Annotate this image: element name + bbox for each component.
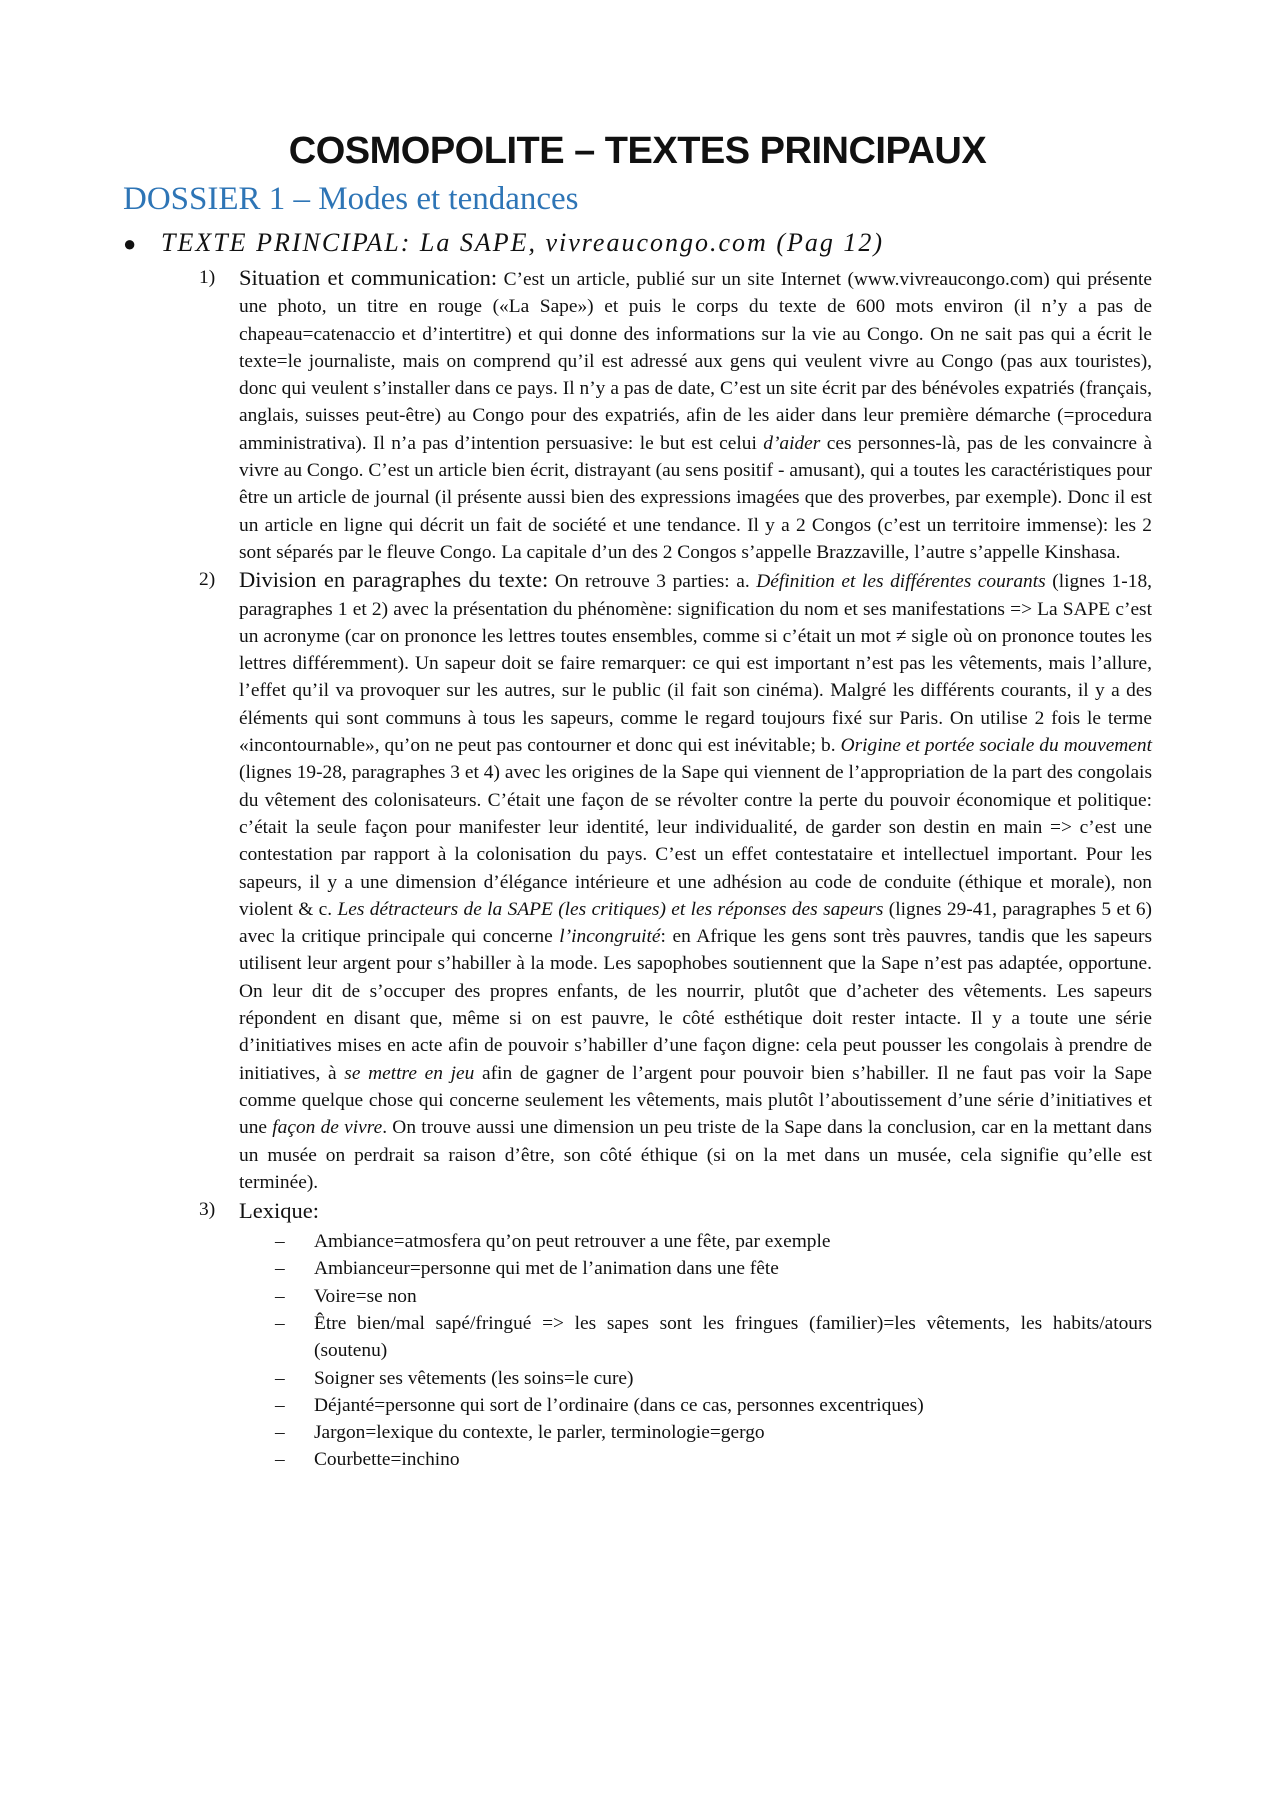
list-item (239, 1310, 1152, 1365)
list-item (239, 1255, 1152, 1282)
body-text: C’est un article, publié sur un site Internet (www.vivreaucongo.com) qui présente une photo, un titre en rouge («La Sape») et puis le corps du texte de 600 mots environ (il n’y a pas de chapeau=catenaccio et d’intertitre) et qui donne des informations sur la vie au Congo. On ne sait pas qui a écrit le texte=le journaliste, mais on comprend qu’il est adressé aux gens qui veulent vivre au Congo (pas aux touristes), donc qui veulent s’installer dans ce pays. Il n’y a pas de date, C’est un site écrit par des bénévoles expatriés (français, anglais, suisses peut-être) au Congo pour des expatriés, afin de les aider dans leur première démarche (=procedura amministrativa). Il n’a pas d’intention persuasive: le but est celui (239, 269, 1152, 454)
point-number: 3) (199, 1199, 216, 1221)
dash-icon: – (275, 1258, 285, 1280)
emphasis-text: Les détracteurs de la SAPE (les critiques) et les réponses des sapeurs (337, 898, 884, 920)
point-text (239, 567, 1153, 1193)
emphasis-text: l’incongruité (559, 926, 661, 948)
dash-icon: – (275, 1394, 285, 1416)
dash-icon: – (275, 1422, 285, 1444)
main-text-heading (123, 228, 1152, 258)
list-item (239, 1283, 1152, 1310)
body-text: ces personnes-là, pas de les convaincre à vivre au Congo. C’est un article bien écrit, distrayant (au sens positif - amusant), qui a toutes les caractéristiques pour être un article de journal (il présente aussi bien des expressions imagées que des proverbes, par exemple). Donc il est un article en ligne qui décrit un fait de société et une tendance. Il y a 2 Congos (c’est un territoire immense): les 2 sont séparés par le fleuve Congo. La capitale d’un des 2 Congos s’appelle Brazzaville, l’autre s’appelle Kinshasa. (239, 432, 1152, 563)
document-title: COSMOPOLITE – TEXTES PRINCIPAUX (288, 130, 987, 172)
dossier-heading: DOSSIER 1 – Modes et tendances (123, 181, 579, 217)
dash-icon: – (275, 1367, 285, 1389)
point-division (199, 566, 1152, 1196)
body-text: On retrouve 3 parties: a. (548, 571, 757, 593)
body-text: (lignes 1-18, paragraphes 1 et 2) avec la présentation du phénomène: signification du nom et ses manifestations => La SAPE c’est un acronyme (car on prononce les lettres toutes ensembles, comme si c’était un mot ≠ sigle où on prononce toutes les lettres différemment). Un sapeur doit se faire remarquer: ce qui est important n’est pas les vêtements, mais l’allure, l’effet qu’il va provoquer sur les autres, sur le public (il fait son cinéma). Malgré les différents courants, il y a des éléments qui sont communs à tous les sapeurs, comme le regard toujours fixé sur Paris. On utilise 2 fois le terme «incontournable», qu’on ne peut pas contourner et donc qui est inévitable; b. (239, 571, 1152, 757)
list-item (239, 1228, 1152, 1255)
list-item (239, 1419, 1152, 1446)
point-heading: Situation et communication: (239, 265, 498, 290)
list-item (239, 1392, 1152, 1419)
emphasis-text: Origine et portée sociale du mouvement (840, 735, 1152, 757)
lexique-entry: Courbette=inchino (314, 1449, 460, 1471)
bullet-icon: ● (123, 231, 139, 256)
lexique-heading: Lexique: (239, 1198, 319, 1224)
body-text: afin de gagner de l’argent pour pouvoir bien s’habiller. Il ne faut pas voir la Sape comme quelque chose qui concerne seulement les vêtements, mais plutôt l’aboutissement d’une série d’initiatives et une (239, 1062, 1152, 1139)
dash-icon: – (275, 1231, 285, 1253)
body-text: . On trouve aussi une dimension un peu triste de la Sape dans la conclusion, car en la mettant dans un musée on perdrait sa raison d’être, son côté éthique (si on la met dans un musée, cela signifie qu’elle est terminée). (239, 1117, 1152, 1193)
lexique-entry: Voire=se non (314, 1285, 417, 1307)
lexique-entry: Ambianceur=personne qui met de l’animation dans une fête (314, 1258, 779, 1280)
lexique-entry: Déjanté=personne qui sort de l’ordinaire (dans ce cas, personnes excentriques) (314, 1394, 924, 1416)
point-number: 2) (199, 569, 216, 591)
point-text (239, 265, 1152, 563)
lexique-entry: Ambiance=atmosfera qu’on peut retrouver a une fête, par exemple (314, 1231, 831, 1253)
point-lexique (199, 1196, 1152, 1474)
emphasis-text: se mettre en jeu (344, 1062, 475, 1084)
lexique-entry: Jargon=lexique du contexte, le parler, terminologie=gergo (314, 1422, 765, 1444)
list-item (239, 1365, 1152, 1392)
body-text: : en Afrique les gens sont très pauvres, tandis que les sapeurs utilisent leur argent pour s’habiller à la mode. Les sapophobes soutiennent que la Sape n’est pas adaptée, opportune. On leur dit de s’occuper des propres enfants, de les nourrir, plutôt que d’acheter des vêtements. Les sapeurs répondent en disant que, même si on est pauvre, le côté esthétique doit rester intacte. Il y a toute une série d’initiatives mises en acte afin de pouvoir s’habiller d’une façon digne: cela peut pousser les congolais à prendre de initiatives, à (239, 926, 1153, 1084)
analysis-points (199, 264, 1152, 1474)
dash-icon: – (275, 1285, 285, 1307)
body-text: (lignes 29-41, paragraphes 5 et 6) avec la critique principale qui concerne (239, 898, 1152, 948)
emphasis-text: Définition et les différentes courants (756, 571, 1046, 593)
main-text-heading-label: TEXTE PRINCIPAL: La SAPE, vivreaucongo.com (Pag 12) (161, 228, 885, 257)
emphasis-text: d’aider (763, 432, 821, 454)
lexique-list (239, 1228, 1152, 1474)
point-situation (199, 264, 1152, 566)
lexique-entry: Soigner ses vêtements (les soins=le cure) (314, 1367, 634, 1389)
lexique-entry: Être bien/mal sapé/fringué => les sapes sont les fringues (familier)=les vêtements, les habits/atours (soutenu) (314, 1312, 1152, 1362)
point-number: 1) (199, 267, 216, 288)
point-heading: Division en paragraphes du texte: (239, 567, 549, 593)
emphasis-text: façon de vivre (272, 1117, 383, 1139)
dash-icon: – (275, 1449, 285, 1471)
list-item (239, 1446, 1152, 1473)
body-text: (lignes 19-28, paragraphes 3 et 4) avec les origines de la Sape qui viennent de l’appropriation de la part des congolais du vêtement des colonisateurs. C’était une façon de se révolter contre la perte du pouvoir économique et politique: c’était la seule façon pour manifester leur identité, leur individualité, de garder son destin en main => c’est une contestation par rapport à la colonisation du pays. C’est un effet contestataire et intellectuel important. Pour les sapeurs, il y a une dimension d’élégance intérieure et une adhésion au code de conduite (éthique et morale), non violent & c. (239, 762, 1152, 920)
dash-icon: – (275, 1312, 285, 1334)
